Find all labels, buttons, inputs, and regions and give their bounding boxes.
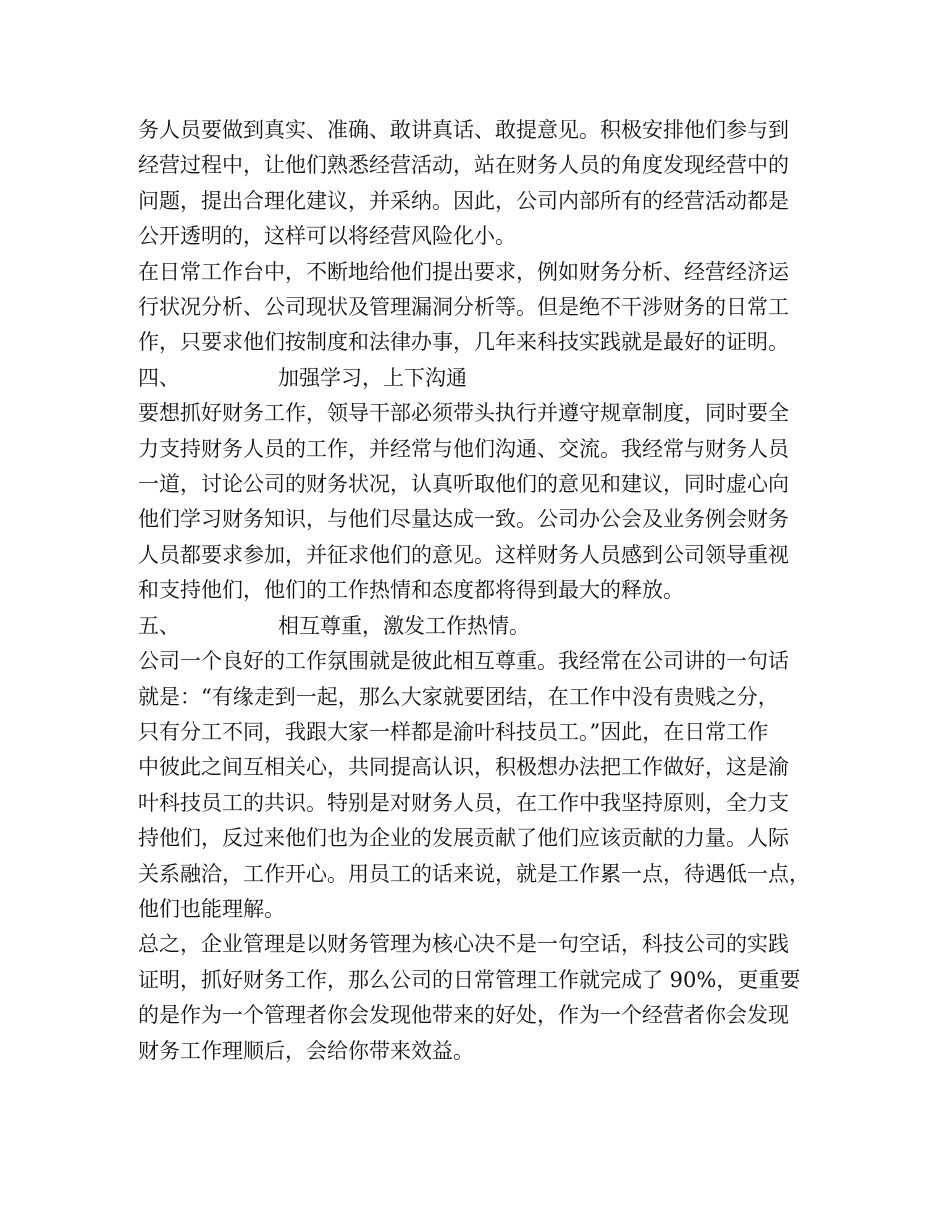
section-heading-5 [138,609,828,644]
section-number-4: 四、 [138,365,180,390]
paragraph-daily-work: 在日常工作台中，不断地给他们提出要求，例如财务分析、经营经济运 行状况分析、公司现状及管理漏洞分析等。但是绝不干涉财务的日常工 作，只要求他们按制度和法律办事，几年来科技实践就是最好的证明。 [138,259,789,355]
paragraph-conclusion: 总之，企业管理是以财务管理为核心决不是一句空话，科技公司的实践 证明，抓好财务工作，那么公司的日常管理工作就完成了 90%，更重要 的是作为一个管理者你会发现他带来的好处，作为一个经营者你会发现 财务工作理顺后，会给你带来效益。 [138,932,801,1063]
paragraph-mutual-respect: 公司一个良好的工作氛围就是彼此相互尊重。我经常在公司讲的一句话 就是：“有缘走到一起，那么大家就要团结，在工作中没有贵贱之分， 只有分工不同，我跟大家一样都是渝叶科技员工。”因此，在日常工作 中彼此之间互相关心，共同提高认识，积极想办法把工作做好，这是渝 叶科技员工的共识。特别是对财务人员，在工作中我坚持原则，全力支 持他们，反过来他们也为企业的发展贡献了他们应该贡献的力量。人际 关系融洽，工作开心。用员工的话来说，就是工作累一点，待遇低一点， 他们也能理解。 [138,649,810,921]
paragraph-learning-communication: 要想抓好财务工作，领导干部必须带头执行并遵守规章制度，同时要全 力支持财务人员的工作，并经常与他们沟通、交流。我经常与财务人员 一道，讨论公司的财务状况，认真听取他们的意见和建议，同时虚心向 他们学习财务知识，与他们尽量达成一致。公司办公会及业务例会财务 人员都要求参加，并征求他们的意见。这样财务人员感到公司领导重视 和支持他们，他们的工作热情和态度都将得到最大的释放。 [138,401,789,603]
section-title-4: 加强学习，上下沟通 [278,365,467,390]
section-heading-4 [138,361,828,396]
paragraph-finance-staff: 务人员要做到真实、准确、敢讲真话、敢提意见。积极安排他们参与到 经营过程中，让他们熟悉经营活动，站在财务人员的角度发现经营中的 问题，提出合理化建议，并采纳。因此，公司内部所有的经营活动都是 公开透明的，这样可以将经营风险化小。 [138,118,789,249]
document-page [138,113,828,1069]
section-number-5: 五、 [138,613,180,638]
section-title-5: 相互尊重，激发工作热情。 [278,613,530,638]
